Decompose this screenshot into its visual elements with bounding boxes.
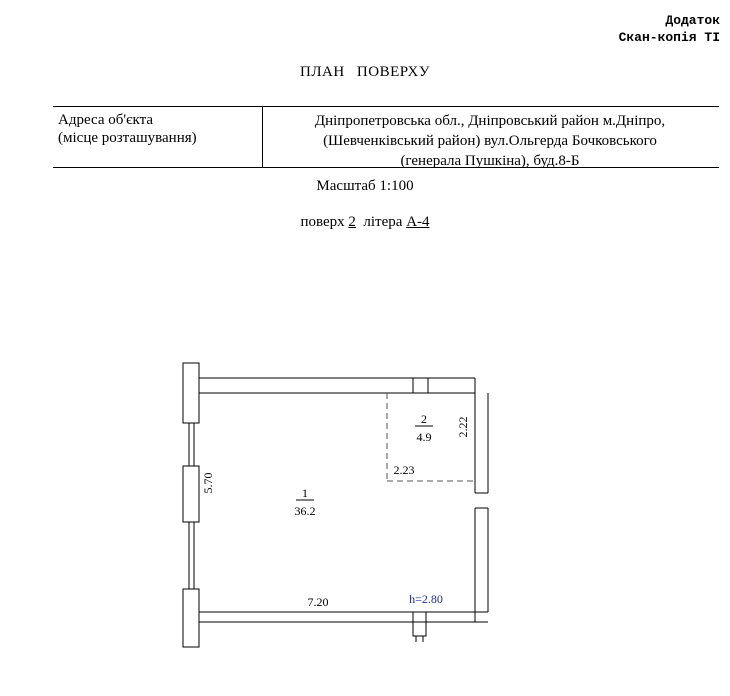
dimension-left: 5.70 xyxy=(201,472,215,494)
dimension-bottom: 7.20 xyxy=(307,595,329,609)
room-1-number: 1 xyxy=(302,486,308,500)
wall-pier xyxy=(183,363,199,423)
floor-number: 2 xyxy=(348,214,356,230)
pipe-box xyxy=(413,612,426,636)
room-2-area: 4.9 xyxy=(416,430,432,444)
ceiling-height: h=2.80 xyxy=(409,592,443,606)
address-value-line-3: (генерала Пушкіна), буд.8-Б xyxy=(400,153,580,169)
page-title: ПЛАН ПОВЕРХУ xyxy=(300,64,430,80)
dimension-room-2-width: 2.23 xyxy=(393,463,415,477)
scale-label: Масштаб 1:100 xyxy=(316,178,414,194)
address-value-line-1: Дніпропетровська обл., Дніпровський район м.Дніпро, xyxy=(314,113,666,129)
room-1-area: 36.2 xyxy=(294,504,316,518)
room-2-number: 2 xyxy=(421,412,427,426)
appendix-line-1: Додаток xyxy=(665,13,720,28)
address-label-line-2: (місце розташування) xyxy=(58,130,197,146)
appendix-line-2: Скан-копія ТІ xyxy=(618,30,720,45)
letter-label: літера xyxy=(363,214,403,230)
floor-prefix: поверх xyxy=(300,214,345,230)
dimension-room-2-height: 2.22 xyxy=(456,416,470,438)
wall-pier xyxy=(183,589,199,647)
address-value-line-2: (Шевченківський район) вул.Ольгерда Бочковського xyxy=(323,133,657,149)
wall-pier xyxy=(183,466,199,522)
vent-box xyxy=(413,378,428,393)
address-label-line-1: Адреса об'єкта xyxy=(58,112,154,128)
letter-value: А-4 xyxy=(406,214,430,230)
